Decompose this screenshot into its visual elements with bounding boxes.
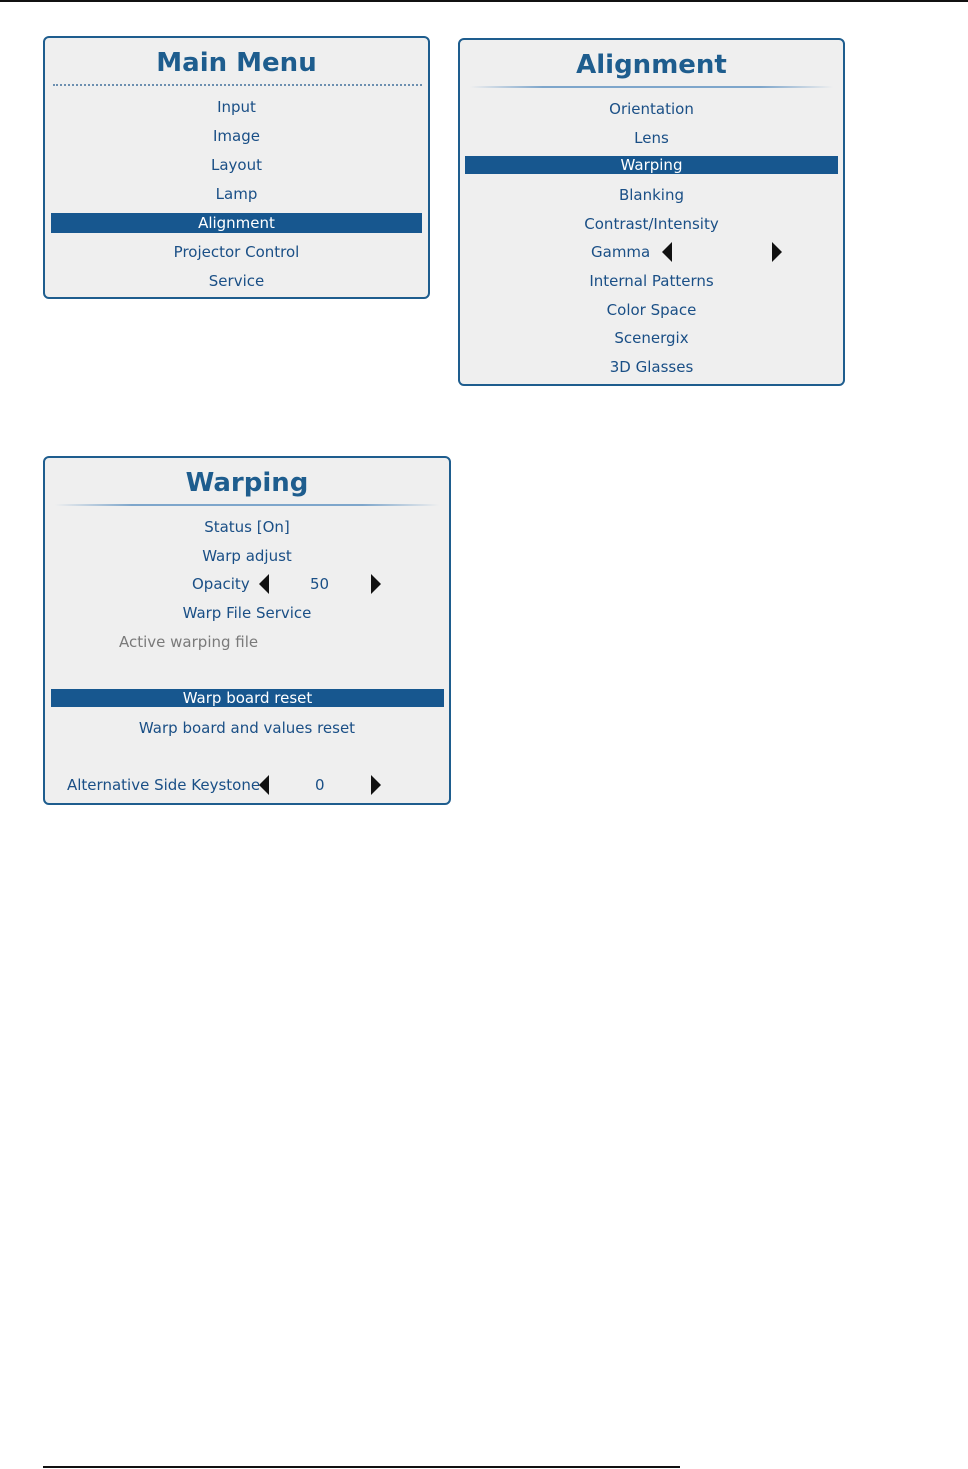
menu-item-color-space[interactable]: Color Space bbox=[606, 301, 697, 319]
warping-menu-panel bbox=[43, 456, 451, 805]
menu-item-orientation[interactable]: Orientation bbox=[609, 100, 694, 118]
opacity-decrease-arrow-icon[interactable] bbox=[259, 574, 269, 594]
menu-item-service[interactable]: Service bbox=[208, 272, 265, 290]
opacity-label: Opacity bbox=[192, 575, 250, 593]
warping-menu-title: Warping bbox=[185, 468, 309, 498]
active-warping-file-label: Active warping file bbox=[119, 633, 259, 651]
footer-rule bbox=[43, 1466, 680, 1468]
warp-board-reset-item[interactable]: Warp board reset bbox=[51, 689, 444, 707]
warp-adjust-item[interactable]: Warp adjust bbox=[202, 547, 292, 565]
menu-item-alignment[interactable]: Alignment bbox=[51, 213, 422, 233]
menu-item-layout[interactable]: Layout bbox=[211, 156, 262, 174]
main-menu-title: Main Menu bbox=[156, 48, 317, 78]
opacity-increase-arrow-icon[interactable] bbox=[371, 574, 381, 594]
menu-item-internal-patterns[interactable]: Internal Patterns bbox=[589, 272, 714, 290]
gamma-decrease-arrow-icon[interactable] bbox=[662, 242, 672, 262]
alignment-menu-panel bbox=[458, 38, 845, 386]
opacity-item[interactable] bbox=[45, 574, 449, 594]
alternative-side-keystone-item[interactable] bbox=[45, 775, 449, 795]
warping-menu-separator bbox=[55, 504, 439, 506]
warp-board-values-reset-item[interactable]: Warp board and values reset bbox=[138, 719, 356, 737]
menu-item-contrast-intensity[interactable]: Contrast/Intensity bbox=[584, 215, 719, 233]
menu-item-3d-glasses[interactable]: 3D Glasses bbox=[609, 358, 694, 376]
opacity-value: 50 bbox=[310, 575, 330, 593]
keystone-increase-arrow-icon[interactable] bbox=[371, 775, 381, 795]
top-rule bbox=[0, 0, 968, 2]
warp-file-service-item[interactable]: Warp File Service bbox=[182, 604, 312, 622]
main-menu-separator bbox=[53, 84, 422, 86]
menu-item-warping[interactable]: Warping bbox=[465, 156, 838, 174]
warping-status-item[interactable]: Status [On] bbox=[204, 518, 290, 536]
alignment-menu-title: Alignment bbox=[576, 50, 727, 80]
gamma-label: Gamma bbox=[591, 243, 651, 261]
alternative-side-keystone-label: Alternative Side Keystone bbox=[67, 776, 261, 794]
main-menu-panel bbox=[43, 36, 430, 299]
menu-item-input[interactable]: Input bbox=[217, 98, 256, 116]
alignment-menu-separator bbox=[470, 86, 833, 88]
menu-item-lens[interactable]: Lens bbox=[634, 129, 669, 147]
menu-item-lamp[interactable]: Lamp bbox=[215, 185, 258, 203]
gamma-increase-arrow-icon[interactable] bbox=[772, 242, 782, 262]
menu-item-gamma[interactable] bbox=[460, 242, 843, 262]
alternative-side-keystone-value: 0 bbox=[315, 776, 325, 794]
menu-item-scenergix[interactable]: Scenergix bbox=[614, 329, 689, 347]
menu-item-image[interactable]: Image bbox=[213, 127, 260, 145]
menu-item-projector-control[interactable]: Projector Control bbox=[173, 243, 300, 261]
menu-item-blanking[interactable]: Blanking bbox=[618, 186, 685, 204]
keystone-decrease-arrow-icon[interactable] bbox=[259, 775, 269, 795]
